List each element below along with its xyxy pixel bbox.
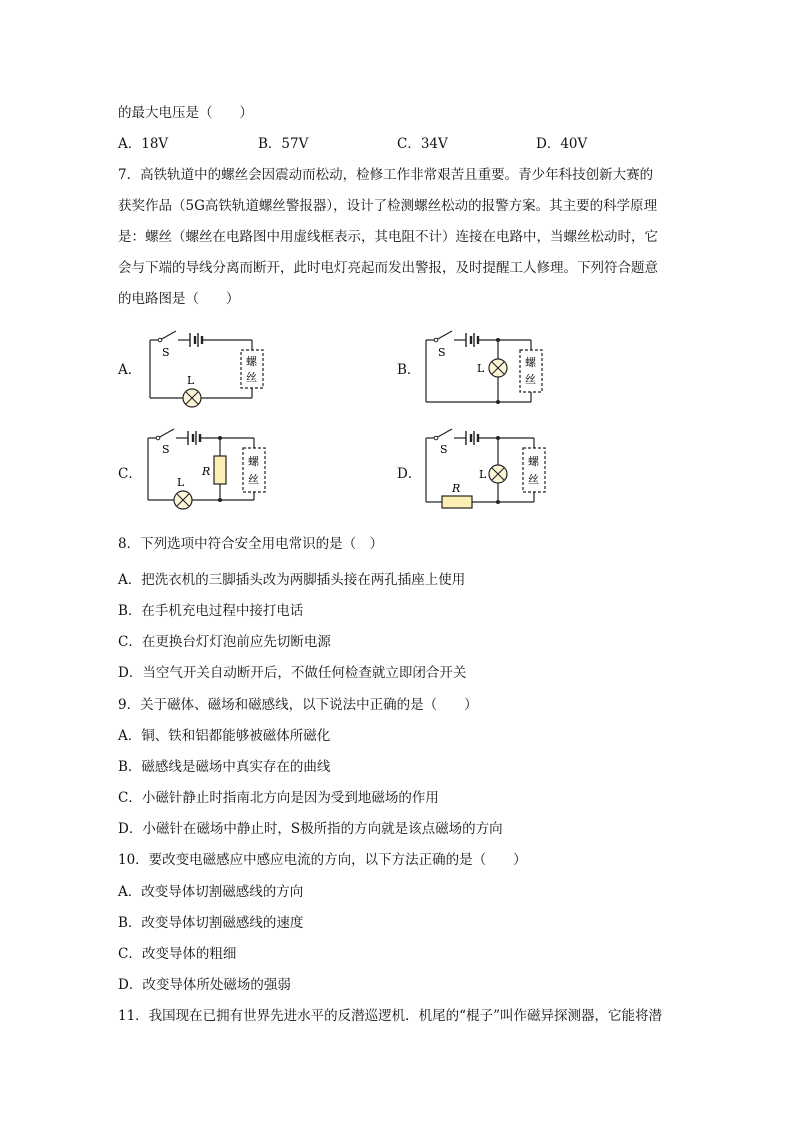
lamp-label-a: L bbox=[187, 374, 195, 387]
switch-label-a: S bbox=[162, 346, 170, 359]
screw-label-top-c: 螺 bbox=[248, 455, 259, 468]
q10-stem: 10．要改变电磁感应中感应电流的方向，以下方法正确的是（ ） bbox=[118, 852, 527, 868]
screw-label-top-b: 螺 bbox=[525, 356, 536, 369]
q9-option-d: D．小磁针在磁场中静止时，S极所指的方向就是该点磁场的方向 bbox=[118, 821, 503, 837]
diagram-label-a: A． bbox=[118, 362, 142, 378]
circuit-diagram-a bbox=[140, 322, 280, 412]
q8-option-b: B．在手机充电过程中接打电话 bbox=[118, 603, 304, 619]
q8-option-a: A．把洗衣机的三脚插头改为两脚插头接在两孔插座上使用 bbox=[118, 572, 466, 588]
q10-option-c: C．改变导体的粗细 bbox=[118, 946, 237, 962]
q10-option-a: A．改变导体切割磁感线的方向 bbox=[118, 884, 304, 900]
lamp-label-d: L bbox=[479, 468, 487, 481]
q7-line-2: 获奖作品（5G高铁轨道螺丝警报器），设计了检测螺丝松动的报警方案。其主要的科学原理 bbox=[118, 198, 658, 214]
switch-label-d: S bbox=[440, 443, 448, 456]
q8-option-c: C．在更换台灯灯泡前应先切断电源 bbox=[118, 634, 331, 650]
q6-option-c: C．34V bbox=[397, 136, 448, 152]
q10-option-b: B．改变导体切割磁感线的速度 bbox=[118, 915, 304, 931]
q6-tail: 的最大电压是（ ） bbox=[118, 105, 253, 121]
circuit-diagram-b bbox=[418, 322, 558, 412]
screw-label-bottom-a: 丝 bbox=[246, 371, 257, 384]
q6-option-b: B．57V bbox=[258, 136, 309, 152]
screw-label-bottom-b: 丝 bbox=[525, 373, 536, 386]
switch-label-b: S bbox=[438, 346, 446, 359]
q9-stem: 9．关于磁体、磁场和磁感线，以下说法中正确的是（ ） bbox=[118, 697, 478, 713]
screw-label-top-a: 螺 bbox=[246, 355, 257, 368]
q7-line-1: 7．高铁轨道中的螺丝会因震动而松动，检修工作非常艰苦且重要。青少年科技创新大赛的 bbox=[118, 167, 654, 183]
q9-option-c: C．小磁针静止时指南北方向是因为受到地磁场的作用 bbox=[118, 790, 439, 806]
q9-option-a: A．铜、铁和铝都能够被磁体所磁化 bbox=[118, 728, 331, 744]
q7-line-4: 会与下端的导线分离而断开，此时电灯亮起而发出警报，及时提醒工人修理。下列符合题意 bbox=[118, 260, 658, 276]
diagram-label-d: D． bbox=[397, 466, 422, 482]
q7-line-5: 的电路图是（ ） bbox=[118, 291, 240, 307]
q8-stem: 8．下列选项中符合安全用电常识的是（ ） bbox=[118, 536, 384, 552]
q6-option-d: D．40V bbox=[536, 136, 588, 152]
lamp-label-b: L bbox=[477, 362, 485, 375]
screw-label-bottom-c: 丝 bbox=[248, 473, 259, 486]
screw-label-bottom-d: 丝 bbox=[528, 473, 539, 486]
resistor-label-d: R bbox=[452, 482, 461, 495]
circuit-diagram-c bbox=[140, 420, 280, 515]
diagram-label-c: C． bbox=[118, 466, 142, 482]
q8-option-d: D．当空气开关自动断开后，不做任何检查就立即闭合开关 bbox=[118, 665, 467, 681]
q11-stem: 11．我国现在已拥有世界先进水平的反潜巡逻机．机尾的“棍子”叫作磁异探测器，它能将潜 bbox=[118, 1008, 662, 1024]
resistor-label-c: R bbox=[202, 465, 211, 478]
screw-label-top-d: 螺 bbox=[528, 455, 539, 468]
switch-label-c: S bbox=[162, 443, 170, 456]
q7-line-3: 是：螺丝（螺丝在电路图中用虚线框表示，其电阻不计）连接在电路中，当螺丝松动时，它 bbox=[118, 229, 658, 245]
diagram-label-b: B． bbox=[397, 362, 421, 378]
q9-option-b: B．磁感线是磁场中真实存在的曲线 bbox=[118, 759, 331, 775]
lamp-label-c: L bbox=[177, 476, 185, 489]
q10-option-d: D．改变导体所处磁场的强弱 bbox=[118, 977, 291, 993]
circuit-diagram-d bbox=[418, 420, 558, 515]
q6-option-a: A．18V bbox=[118, 136, 169, 152]
